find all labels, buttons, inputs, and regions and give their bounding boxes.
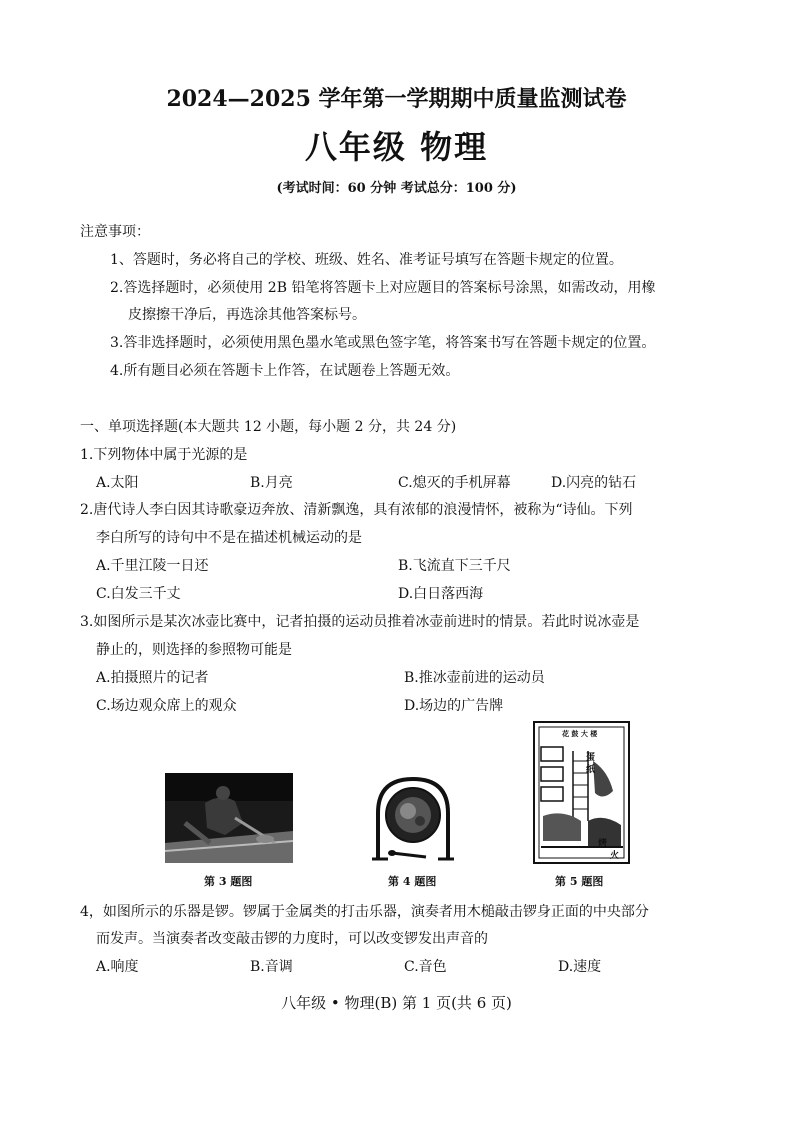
q2-option-a: A.千里江陵一日还 [96,558,209,574]
question-4-stem-line2: 而发声。当演奏者改变敲击锣的力度时，可以改变锣发出声音的 [96,931,488,947]
q3-option-c: C.场边观众席上的观众 [96,698,237,714]
notice-heading: 注意事项： [80,224,150,240]
notice-item-4: 4.所有题目必须在答题卡上作答，在试题卷上答题无效。 [110,363,460,379]
q1-option-d: D.闪亮的钻石 [551,475,637,491]
figure-5-caption: 第 5 题图 [555,875,604,888]
q3-option-a: A.拍摄照片的记者 [96,670,209,686]
exam-info: (考试时间：60 分钟 考试总分：100 分) [276,181,517,196]
q4-option-d: D.速度 [558,959,602,975]
q1-option-c: C.熄灭的手机屏幕 [398,475,511,491]
exam-title: 2024—2025 学年第一学期期中质量监测试卷 [166,86,627,112]
figure-5-label-1: 蛋 [586,753,596,763]
figure-5-label-4: 火 [610,851,620,861]
notice-item-2: 2.答选择题时，必须使用 2B 铅笔将答题卡上对应题目的答案标号涂黑，如需改动，用橡 [110,280,656,296]
page-footer: 八年级 • 物理(B) 第 1 页(共 6 页) [281,994,512,1012]
section-heading: 一、单项选择题(本大题共 12 小题，每小题 2 分，共 24 分) [80,419,457,435]
figure-3-caption: 第 3 题图 [204,875,253,888]
q2-option-d: D.白日落西海 [398,586,484,602]
figure-5-label-2: 纸 [586,765,596,775]
q2-option-c: C.白发三千丈 [96,586,181,602]
notice-item-1: 1、答题时，务必将自己的学校、班级、姓名、准考证号填写在答题卡规定的位置。 [110,252,623,268]
question-3-stem-line2: 静止的，则选择的参照物可能是 [96,642,292,658]
notice-item-2-cont: 皮擦擦干净后，再选涂其他答案标号。 [128,307,366,323]
notice-item-3: 3.答非选择题时，必须使用黑色墨水笔或黑色签字笔，将答案书写在答题卡规定的位置。 [110,335,656,351]
figure-5-top-text: 花 鼓 大 楼 [562,729,598,738]
figure-5-label-3: 烤 [598,839,608,849]
question-1-stem: 1.下列物体中属于光源的是 [80,447,248,463]
q3-option-b: B.推冰壶前进的运动员 [404,670,545,686]
q4-option-a: A.响度 [96,959,139,975]
exam-subject: 八年级 物理 [304,128,489,166]
figure-4-gong-image [368,773,458,863]
q4-option-b: B.音调 [250,959,293,975]
question-2-stem-line1: 2.唐代诗人李白因其诗歌豪迈奔放、清新飘逸，具有浓郁的浪漫情怀，被称为“诗仙。下列 [80,502,633,518]
question-3-stem-line1: 3.如图所示是某次冰壶比赛中，记者拍摄的运动员推着冰壶前进时的情景。若此时说冰壶是 [80,614,640,630]
q1-option-a: A.太阳 [96,475,139,491]
figure-5-illustration [533,721,630,864]
figure-3-curling-photo [165,773,293,863]
q2-option-b: B.飞流直下三千尺 [398,558,511,574]
question-4-stem-line1: 4，如图所示的乐器是锣。锣属于金属类的打击乐器，演奏者用木槌敲击锣身正面的中央部分 [80,904,649,920]
question-2-stem-line2: 李白所写的诗句中不是在描述机械运动的是 [96,530,362,546]
q1-option-b: B.月亮 [250,475,293,491]
q3-option-d: D.场边的广告牌 [404,698,504,714]
q4-option-c: C.音色 [404,959,447,975]
figure-4-caption: 第 4 题图 [388,875,437,888]
